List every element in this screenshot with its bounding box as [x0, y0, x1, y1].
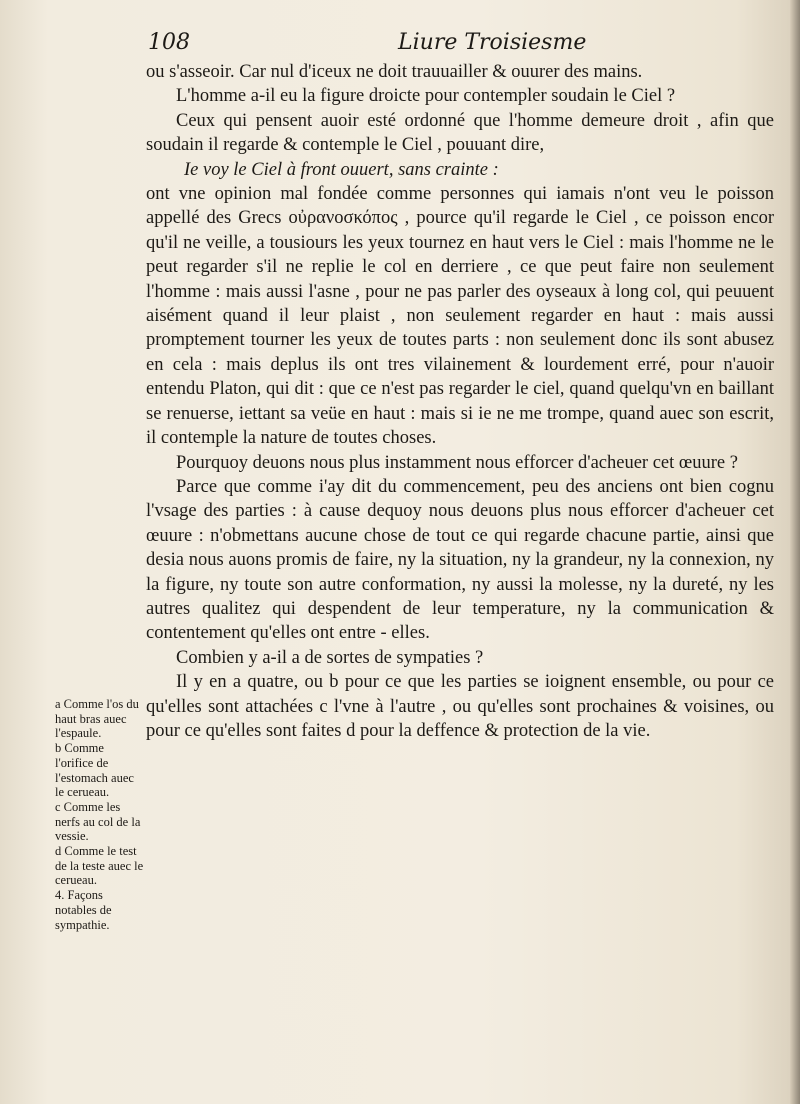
- margin-note: b Comme l'orifice de l'estomach auec le cerueau.: [55, 741, 134, 800]
- question: Combien y a-il a de sortes de sympaties ?: [176, 647, 484, 668]
- margin-note: 4. Façons notables de sympathie.: [55, 888, 112, 932]
- paragraph: ou s'asseoir. Car nul d'iceux ne doit trauuailler & ouurer des mains.: [146, 62, 643, 82]
- page-header: [148, 30, 768, 60]
- margin-note: d Comme le test de la teste auec le cerueau.: [55, 844, 144, 888]
- verse-quote: Ie voy le Ciel à front ouuert, sans crainte :: [184, 159, 499, 180]
- question: L'homme a-il eu la figure droicte pour contempler soudain le Ciel ?: [176, 86, 676, 107]
- margin-notes: [55, 697, 145, 932]
- paragraph: Ceux qui pensent auoir esté ordonné que l'homme demeure droit , afin que soudain il regarde & contemple le Ciel , pouuant dire,: [146, 110, 774, 156]
- page-number: 108: [148, 30, 190, 55]
- margin-note: a Comme l'os du haut bras auec l'espaule.: [55, 697, 139, 741]
- paragraph: Parce que comme i'ay dit du commencement, peu des anciens ont bien cognu l'vsage des parties : à cause dequoy nous deuons plus nous efforcer d'acheuer cet œuure : n'obmettans aucune chose de tout ce qui regarde chacune partie, ainsi que desia nous auons promis de faire, ny la situation, ny la grandeur, ny la connexion, ny la figure, ny toute son autre conformation, ny aussi la molesse, ny la dureté, ny les autres qualitez qui despendent de leur temperature, ny la communication & contentement qu'elles ont entre - elles.: [146, 476, 774, 644]
- margin-note: c Comme les nerfs au col de la vessie.: [55, 799, 141, 844]
- main-text: [146, 60, 774, 743]
- question: Pourquoy deuons nous plus instamment nous efforcer d'acheuer cet œuure ?: [176, 452, 738, 473]
- paragraph: Il y en a quatre, ou b pour ce que les parties se ioignent ensemble, ou pour ce qu'elles sont attachées c l'vne à l'autre , ou qu'elles sont prochaines & voisines, ou pour ce qu'elles sont faites d pour la deffence & protection de la vie.: [146, 672, 774, 741]
- paragraph: ont vne opinion mal fondée comme personnes qui iamais n'ont veu le poisson appellé des Grecs οὐρανοσκόπος , pource qu'il regarde le Ciel , ce poisson encor qu'il ne veille, a tousiours les yeux tournez en haut vers le Ciel : mais l'homme ne le peut regarder s'il ne replie le col en derriere , ce que peut faire non seulement l'homme : mais aussi l'asne , pour ne pas parler des oyseaux à long col, qui peuuent aisément quand il leur plaist , non seulement regarder en haut : mais aussi promptement tourner les yeux de toutes parts : non seulement donc ils sont abusez en cela : mais deplus ils ont tres vilainement & lourdement erré, pour n'auoir entendu Platon, qui dit : que ce n'est pas regarder le ciel, quand quelqu'vn en baillant se renuerse, iettant sa veüe en haut : mais si ie ne me trompe, quand auec son escrit, il contemple la nature de toutes choses.: [146, 184, 774, 449]
- page-edge: [790, 0, 800, 1104]
- running-head: Liure Troisiesme: [398, 30, 587, 55]
